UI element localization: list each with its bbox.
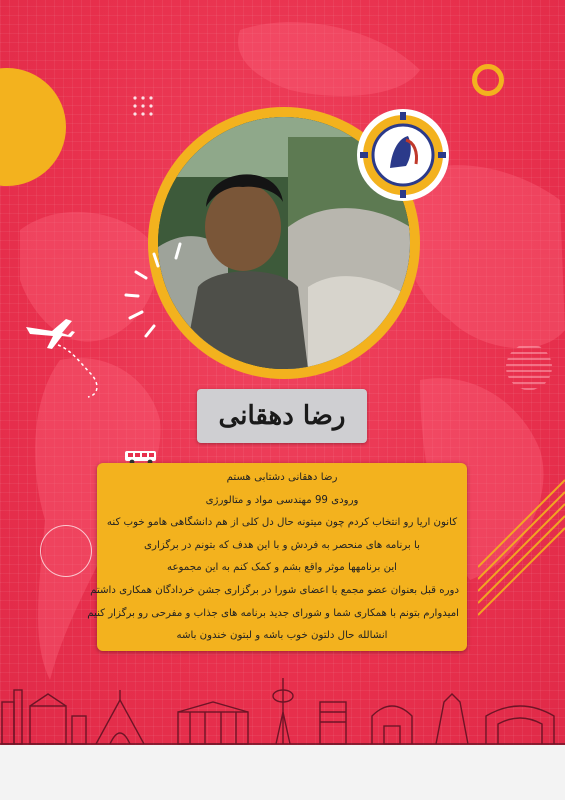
decor-sunburst — [118, 240, 218, 350]
bio-line: رضا دهقانی دشتابی هستم — [226, 472, 338, 483]
name-box — [197, 389, 367, 443]
decor-yellow-ring — [472, 64, 504, 96]
bio-line: دوره قبل بعنوان عضو مجمع با اعضای شورا در برگزاری جشن خردادگان همکاری داشتم — [90, 584, 459, 596]
bio-line: با برنامه های منحصر به فردش و با این هدف که بتونم در برگزاری — [144, 539, 420, 551]
bio-line: انشالله حال دلتون خوب باشه و لبتون خندون باشه — [176, 630, 388, 642]
decor-hatched-circle — [505, 343, 553, 391]
bio-line: ورودی 99 مهندسی مواد و متالورژی — [205, 494, 359, 506]
bio-box — [87, 463, 467, 651]
decor-dot-grid — [132, 95, 158, 121]
decor-outline-circle — [40, 525, 92, 577]
skyline-illustration — [0, 672, 565, 745]
airplane-icon — [22, 305, 122, 400]
decor-diagonal-lines — [478, 470, 565, 620]
bio-line: این برنامهها موثر واقع بشم و کمک کنم به این مجموعه — [167, 562, 397, 574]
bio-line: کانون اریا رو انتخاب کردم چون میتونه حال دل کلی از هم دانشگاهی هامو خوب کنه — [106, 517, 458, 529]
club-logo — [356, 108, 450, 202]
person-name: رضا دهقانی — [218, 401, 346, 431]
bio-line: امیدوارم بتونم با همکاری شما و شورای جدید برنامه های جذاب و مفرحی رو برگزار کنیم — [87, 607, 459, 619]
bottom-strip — [0, 745, 565, 800]
